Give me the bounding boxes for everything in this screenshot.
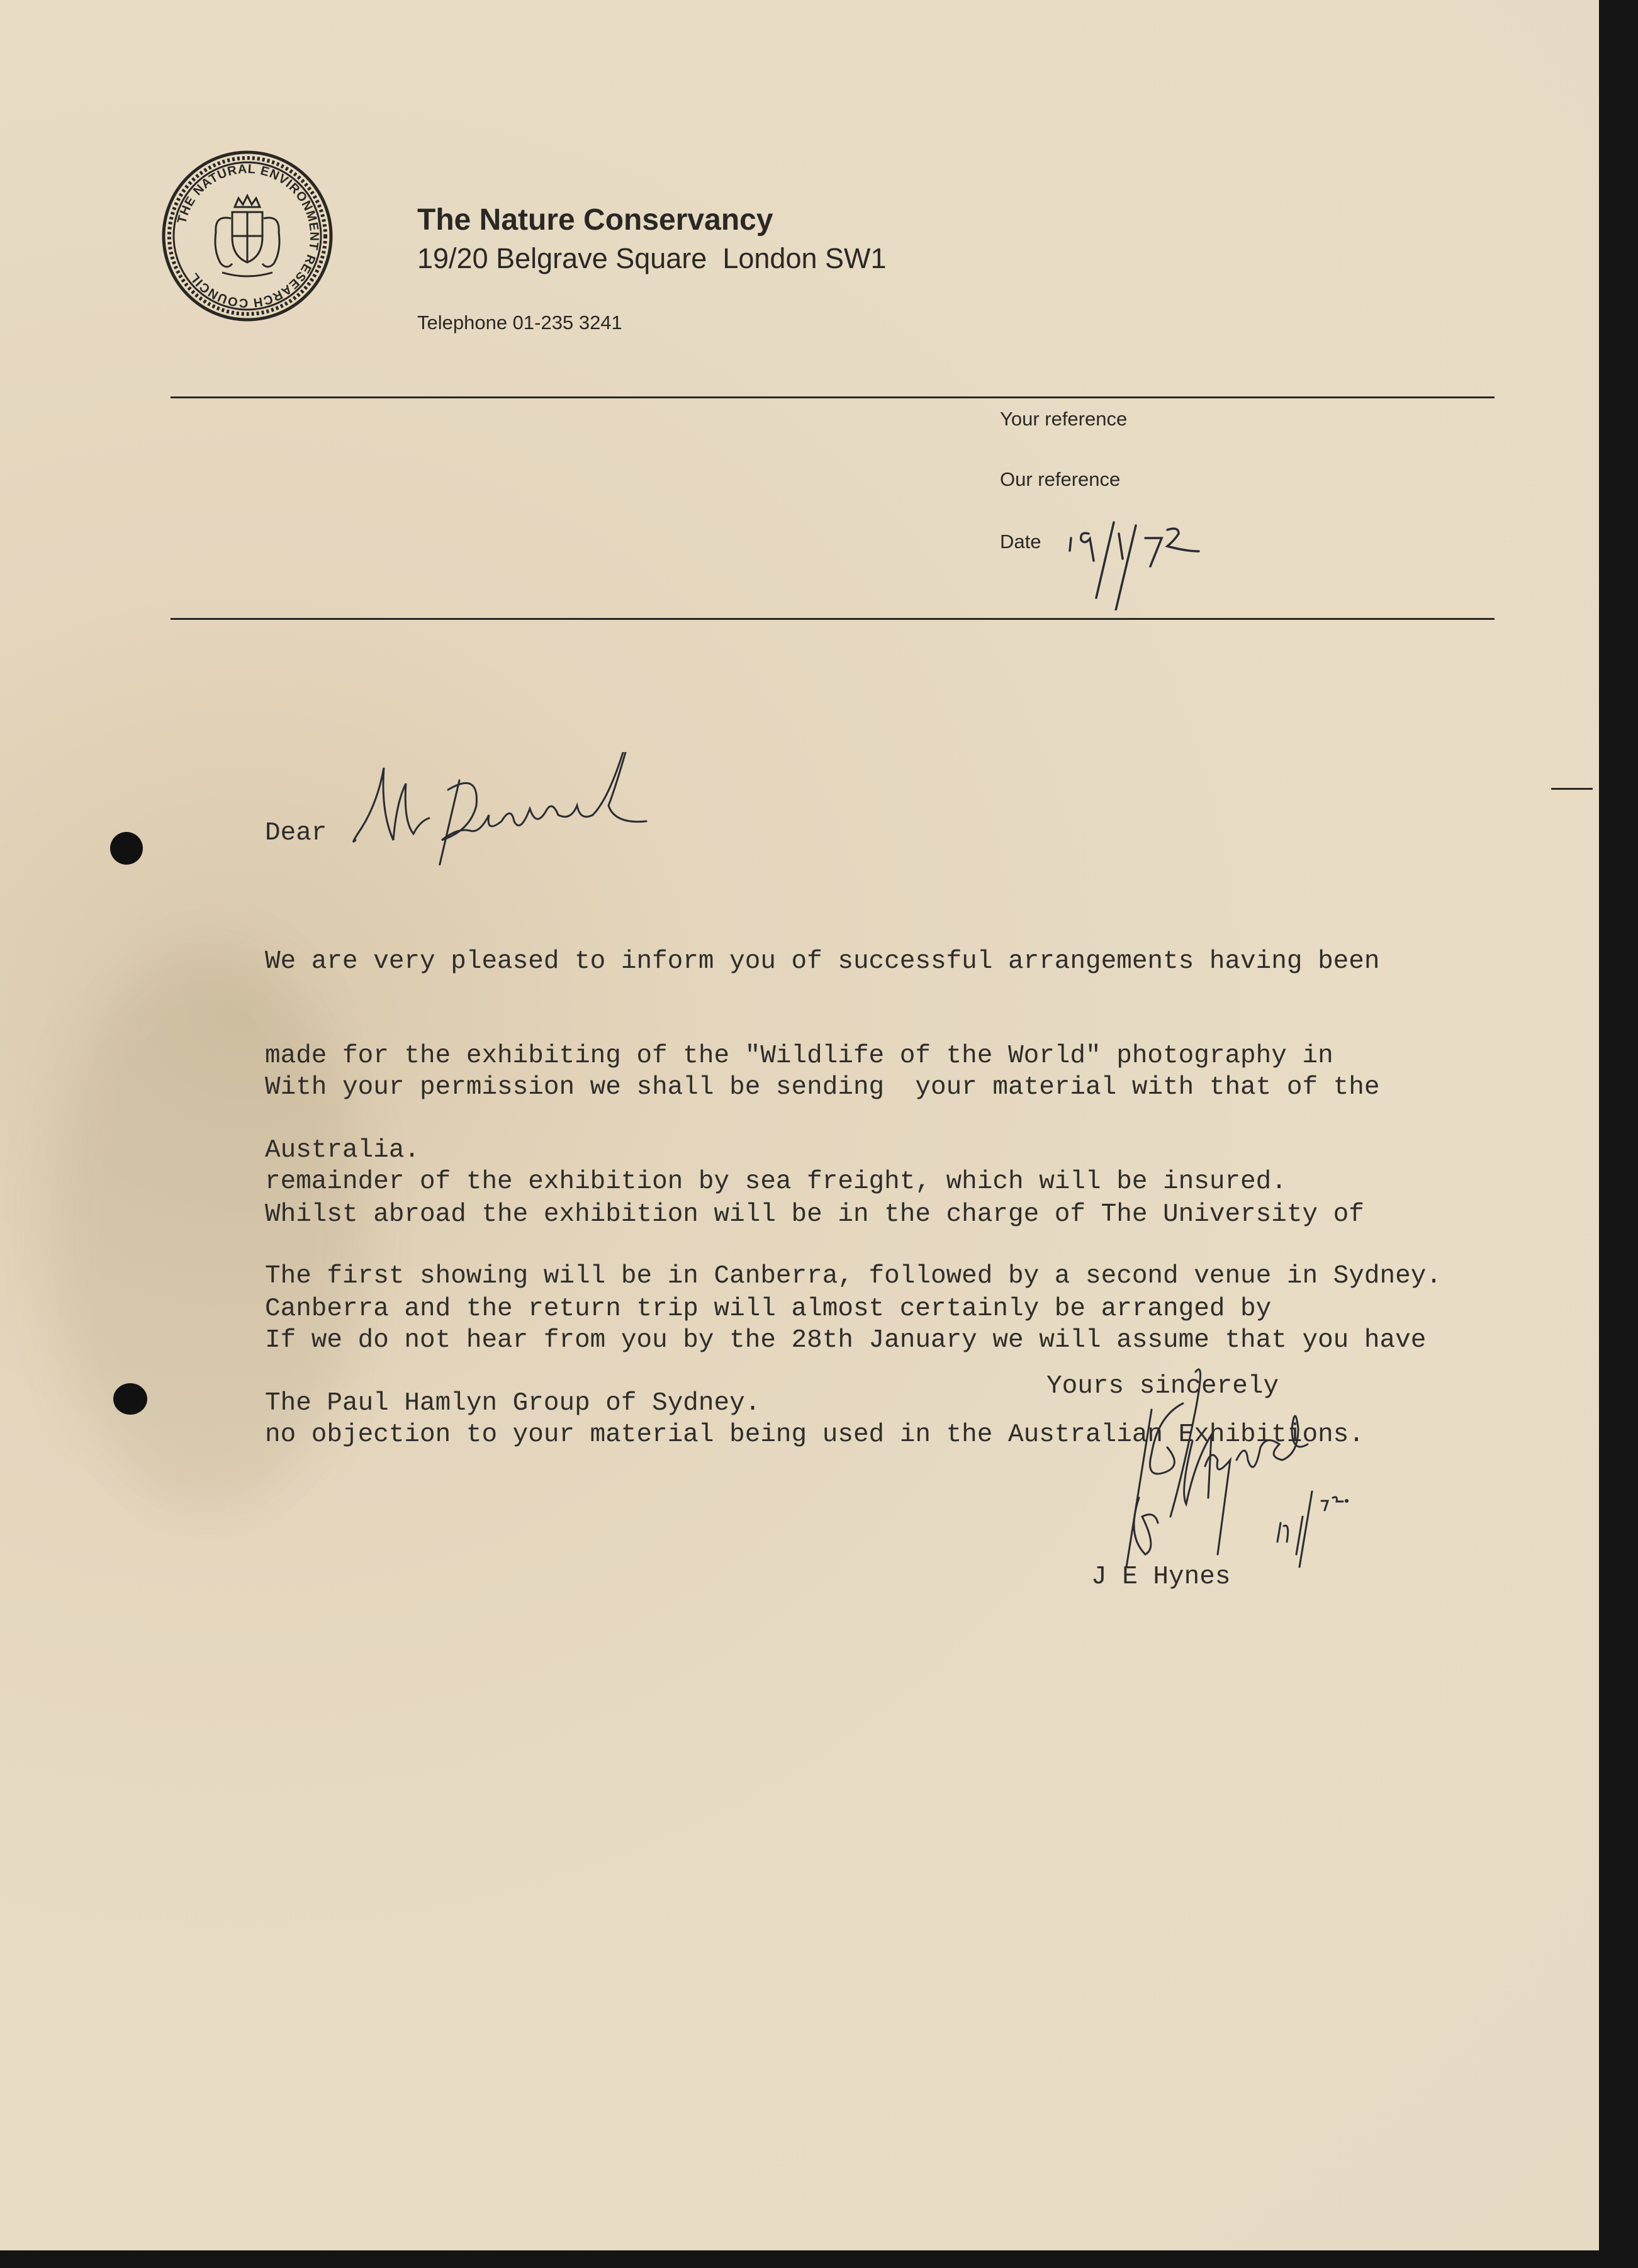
body-line: Whilst abroad the exhibition will be in the charge of The University of bbox=[265, 1200, 1364, 1229]
organization-name: The Nature Conservancy bbox=[417, 203, 773, 237]
body-line: no objection to your material being used in the Australian Exhibitions. bbox=[265, 1420, 1364, 1449]
header-divider-bottom bbox=[171, 618, 1495, 620]
handwritten-signature bbox=[1095, 1366, 1523, 1573]
fold-mark bbox=[1551, 788, 1593, 790]
telephone-number: Telephone 01-235 3241 bbox=[417, 312, 622, 334]
body-line: made for the exhibiting of the "Wildlife of the World" photography in bbox=[265, 1041, 1333, 1070]
punch-hole-bottom bbox=[113, 1383, 147, 1415]
svg-text:THE NATURAL ENVIRONMENT RESEAR: THE NATURAL ENVIRONMENT RESEARCH COUNCIL bbox=[175, 162, 322, 310]
our-reference-label: Our reference bbox=[1000, 468, 1121, 490]
signatory-name: J E Hynes bbox=[1091, 1563, 1231, 1592]
body-line: The Paul Hamlyn Group of Sydney. bbox=[265, 1389, 761, 1418]
handwritten-recipient-name bbox=[352, 752, 768, 865]
body-line: Canberra and the return trip will almost certainly be arranged by bbox=[265, 1294, 1272, 1323]
council-seal-logo bbox=[160, 149, 334, 323]
body-line: If we do not hear from you by the 28th January we will assume that you have bbox=[265, 1326, 1427, 1355]
salutation: Dear bbox=[265, 819, 327, 848]
body-line: We are very pleased to inform you of successful arrangements having been bbox=[265, 947, 1380, 976]
body-line: With your permission we shall be sending your material with that of the bbox=[265, 1073, 1380, 1102]
your-reference-label: Your reference bbox=[1000, 408, 1128, 430]
organization-address: 19/20 Belgrave Square London SW1 bbox=[417, 242, 887, 274]
body-line: remainder of the exhibition by sea freight, which will be insured. bbox=[265, 1167, 1287, 1196]
closing: Yours sincerely bbox=[1046, 1372, 1279, 1401]
header-divider-top bbox=[171, 396, 1495, 398]
date-label: Date bbox=[1000, 531, 1041, 553]
punch-hole-top bbox=[110, 832, 143, 865]
body-line: Australia. bbox=[265, 1136, 420, 1165]
handwritten-date bbox=[1063, 516, 1252, 610]
body-line: The first showing will be in Canberra, followed by a second venue in Sydney. bbox=[265, 1262, 1442, 1291]
